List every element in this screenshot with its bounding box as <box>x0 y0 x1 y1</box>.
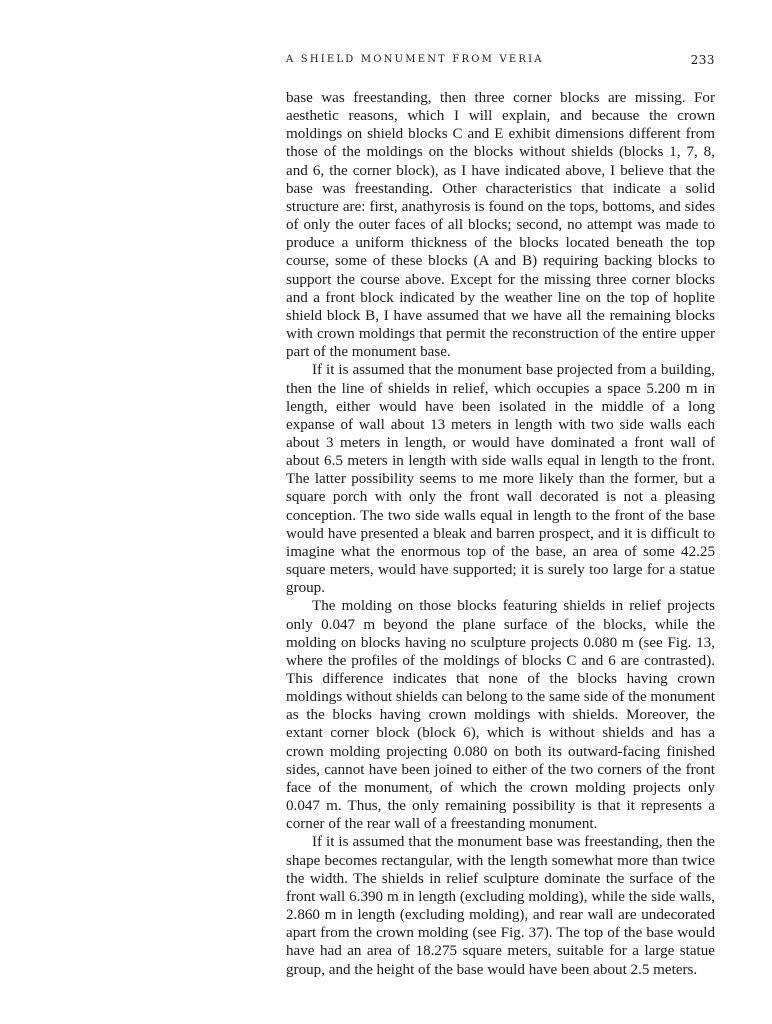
paragraph: If it is assumed that the monument base projected from a building, then the line of shields in relief, which occupies a space 5.200 m in length, either would have been isolated in the middle of a long expanse of wall about 13 meters in length with two side walls each about 3 meters in length, or would have dominated a front wall of about 6.5 meters in length with side walls equal in length to the front. The latter possibility seems to me more likely than the former, but a square porch with only the front wall decorated is not a pleasing conception. The two side walls equal in length to the front of the base would have presented a bleak and barren prospect, and it is difficult to imagine what the enormous top of the base, an area of some 42.25 square meters, would have supported; it is surely too large for a statue group. <box>286 362 715 597</box>
page-number: 233 <box>690 53 715 67</box>
running-title: A SHIELD MONUMENT FROM VERIA <box>286 54 544 65</box>
paragraph: The molding on those blocks featuring shields in relief projects only 0.047 m beyond the plane surface of the blocks, while the molding on blocks having no sculpture projects 0.080 m (see Fig. 13, where the profiles of the moldings of blocks C and 6 are contrasted). This difference indicates that none of the blocks having crown moldings without shields can belong to the same side of the monument as the blocks having crown moldings with shields. Moreover, the extant corner block (block 6), which is without shields and has a crown molding projecting 0.080 on both its outward-facing finished sides, cannot have been joined to either of the two corners of the front face of the monument, of which the crown molding projects only 0.047 m. Thus, the only remaining possibility is that it represents a corner of the rear wall of a freestanding monument. <box>286 598 715 833</box>
paragraph-continued: base was freestanding, then three corner blocks are missing. For aesthetic reasons, which I will explain, and because the crown moldings on shield blocks C and E exhibit dimensions different from those of the moldings on the blocks without shields (blocks 1, 7, 8, and 6, the corner block), as I have indicated above, I believe that the base was freestanding. Other characteristics that indicate a solid structure are: first, anathyrosis is found on the tops, bottoms, and sides of only the outer faces of all blocks; second, no attempt was made to produce a uniform thickness of the blocks located beneath the top course, some of these blocks (A and B) requiring backing blocks to support the course above. Except for the missing three corner blocks and a front block indicated by the weather line on the top of hoplite shield block B, I have assumed that we have all the remaining blocks with crown moldings that permit the reconstruction of the entire upper part of the monument base. <box>286 90 715 361</box>
body-text <box>286 89 715 979</box>
paragraph: If it is assumed that the monument base was freestanding, then the shape becomes rectangular, with the length somewhat more than twice the width. The shields in relief sculpture dominate the surface of the front wall 6.390 m in length (excluding molding), while the side walls, 2.860 m in length (excluding molding), and rear wall are undecorated apart from the crown molding (see Fig. 37). The top of the base would have had an area of 18.275 square meters, suitable for a large statue group, and the height of the base would have been about 2.5 meters. <box>286 834 715 978</box>
